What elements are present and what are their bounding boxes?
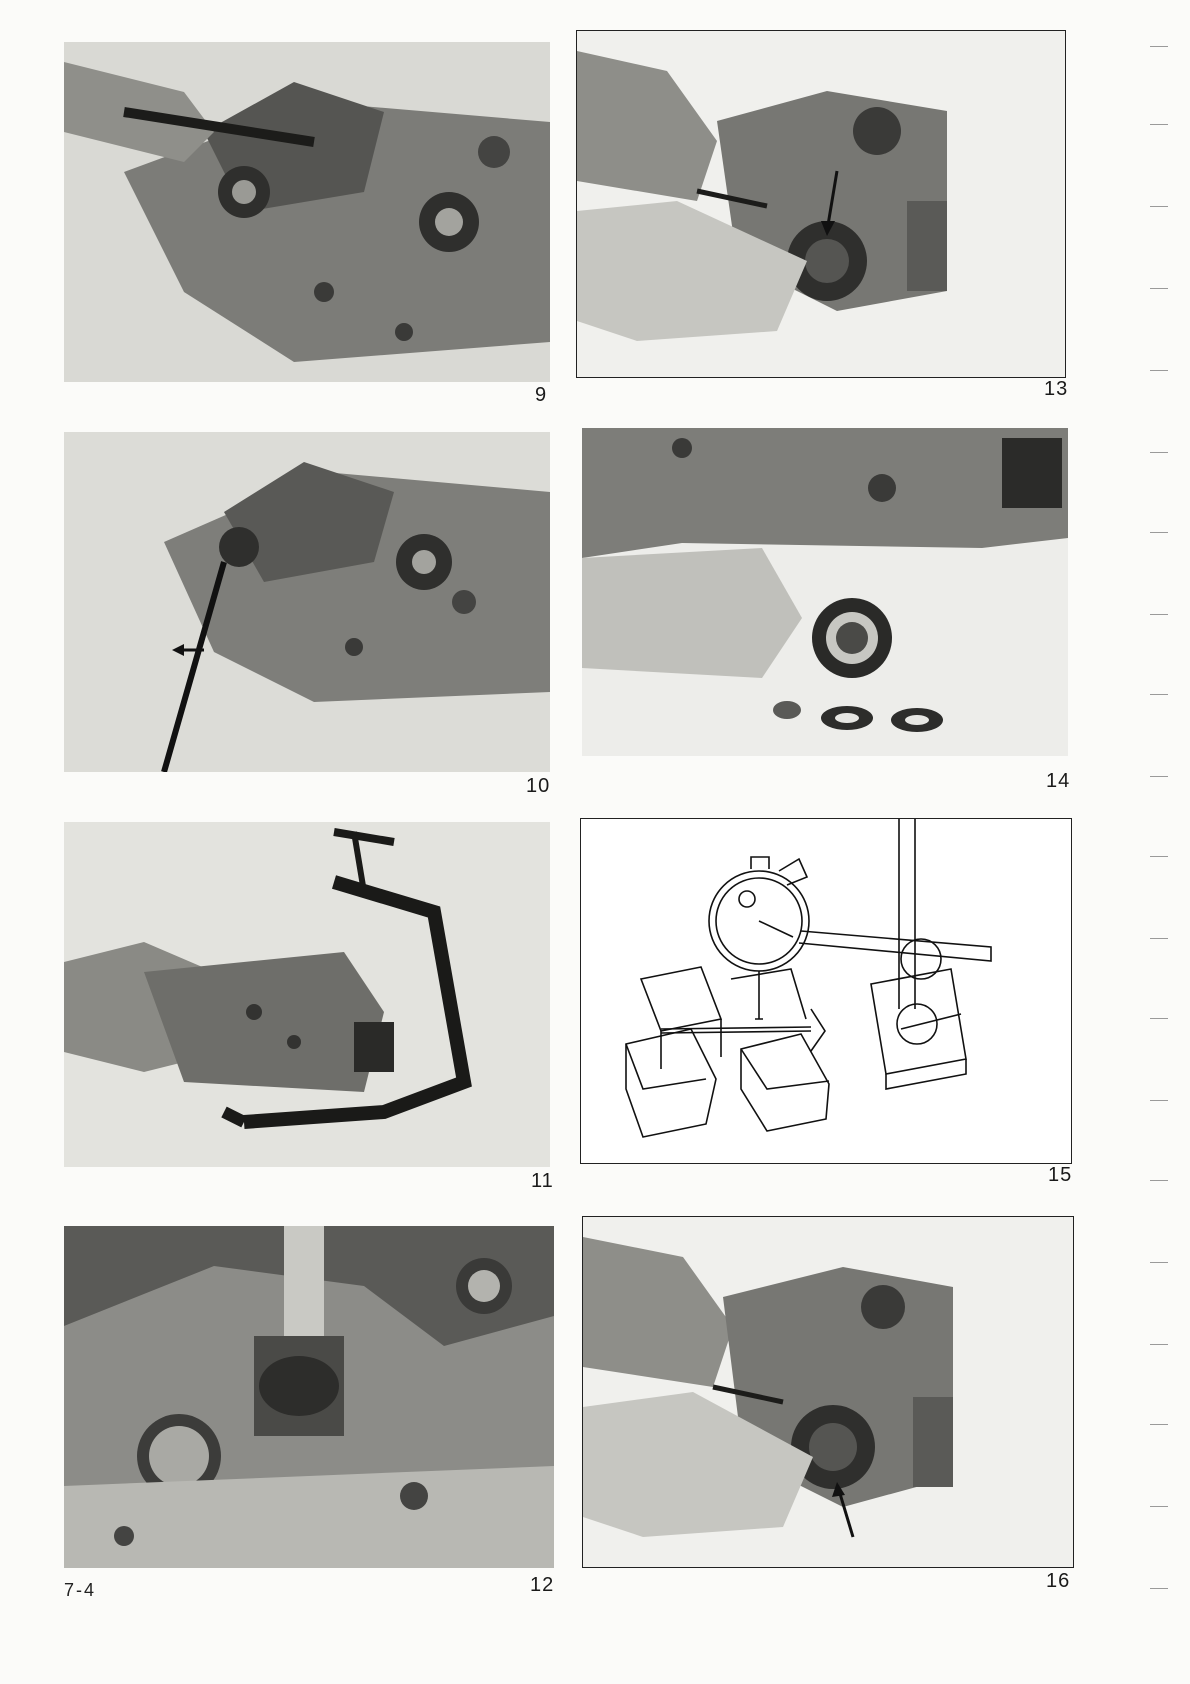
figure-14-photo: [582, 428, 1068, 756]
figure-12-photo: [64, 1226, 554, 1568]
figure-10-photo: [64, 432, 550, 772]
page-number: 7-4: [64, 1580, 97, 1600]
figure-14-number: 14: [1046, 770, 1071, 792]
figure-11-number: 11: [531, 1170, 554, 1192]
figure-16-photo: [582, 1216, 1074, 1568]
figure-13-photo: [576, 30, 1066, 378]
figure-9-number: 9: [535, 384, 548, 406]
figure-9-photo: [64, 42, 550, 382]
figure-15-drawing: [580, 818, 1072, 1164]
figure-15-number: 15: [1048, 1164, 1073, 1186]
binder-tab-marks: [1148, 0, 1178, 1684]
figure-16-number: 16: [1046, 1570, 1071, 1592]
figure-11-photo: [64, 822, 550, 1167]
figure-10-number: 10: [526, 775, 551, 797]
figure-13-number: 13: [1044, 378, 1069, 400]
figure-12-number: 12: [530, 1574, 555, 1596]
